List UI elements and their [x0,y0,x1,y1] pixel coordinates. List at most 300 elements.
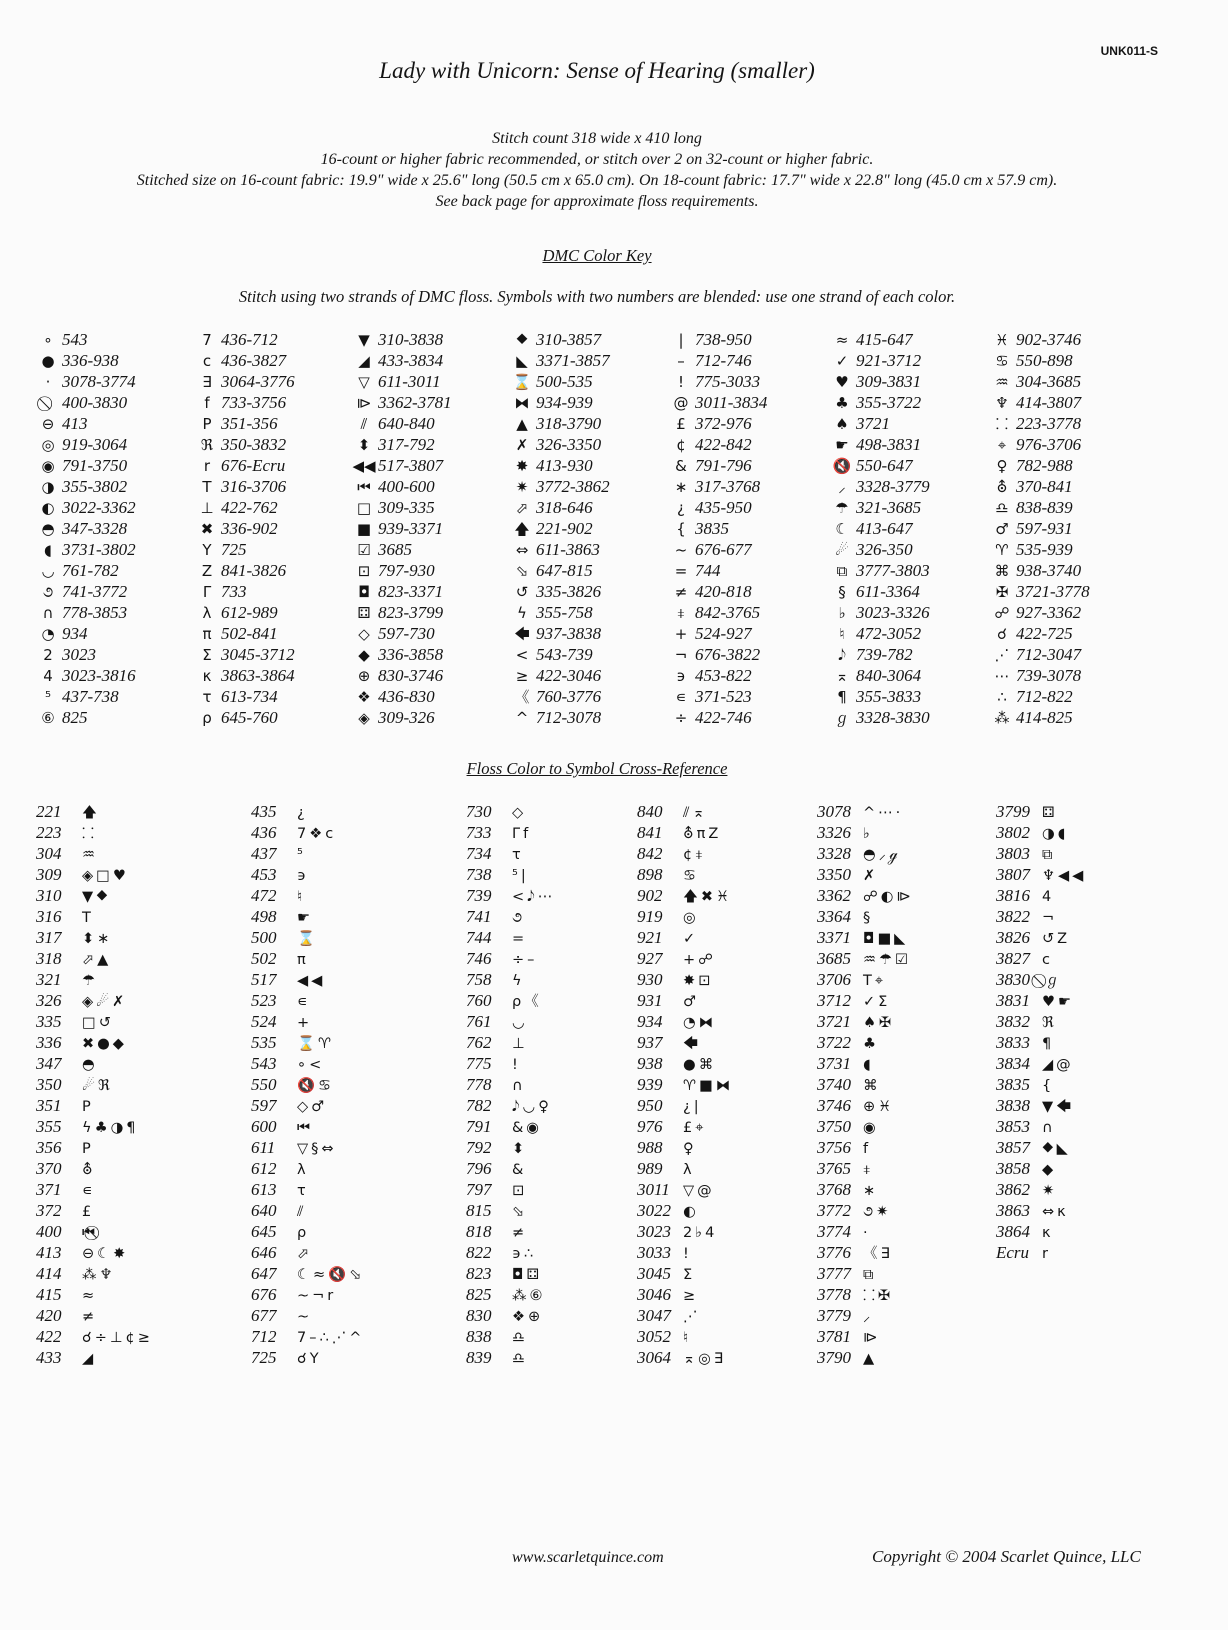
stitch-symbol: ⯁ [515,331,528,349]
stitch-symbol: ρ [202,709,212,727]
symbol-list: 《∃ [863,1246,893,1262]
symbol-list: ☂ [82,973,98,989]
xref-row [466,1305,636,1326]
floss-number: 761-782 [62,561,119,580]
key-row [193,581,353,602]
xref-row [996,822,1166,843]
symbol-list: c [1042,952,1053,968]
floss-number: 3777-3803 [856,561,930,580]
stitch-symbol: ⊡ [357,562,371,580]
stitch-symbol: ▼ [358,331,370,349]
symbol-list: ∘< [297,1057,325,1073]
symbol-list: ◇♂ [297,1099,328,1115]
xref-row [996,864,1166,885]
symbol-list: & [512,1162,527,1178]
symbol-list: 🡅 [82,805,100,821]
floss-color-number: 435 [251,802,277,821]
symbol-list: £⌖ [683,1120,707,1136]
floss-number: 436-3827 [221,351,287,370]
symbol-list: ♭ [863,826,873,842]
xref-row [996,1137,1166,1158]
floss-number: 938-3740 [1016,561,1082,580]
floss-number: 400-3830 [62,393,128,412]
xref-row [817,1137,987,1158]
floss-color-number: 676 [251,1285,277,1304]
key-row [350,581,510,602]
key-row [34,329,194,350]
xref-row [817,1074,987,1095]
stitch-symbol: ✓ [835,352,849,370]
key-row [34,665,194,686]
symbol-list: r [1042,1246,1051,1262]
stitch-symbol: ♎ [995,499,1009,517]
xref-row [36,822,206,843]
floss-color-number: 422 [36,1327,62,1346]
xref-row [466,1116,636,1137]
floss-color-number: 938 [637,1054,663,1073]
symbol-list: ∩ [1042,1120,1056,1136]
symbol-list: ✸⊡ [683,973,714,989]
xref-row [637,1326,807,1347]
symbol-list: ૭ [512,910,526,926]
xref-row [466,1137,636,1158]
floss-number: 543-739 [536,645,593,664]
key-row [667,350,827,371]
floss-color-number: 400 [36,1222,62,1241]
floss-number: 611-3863 [536,540,600,559]
stitch-symbol: ⊥ [200,499,214,517]
symbol-list: □↺ [82,1015,114,1031]
floss-number: 676-Ecru [221,456,286,475]
stitch-symbol: ∃ [202,373,212,391]
stitch-symbol: ♥ [835,373,849,391]
key-row [350,707,510,728]
xref-row [466,801,636,822]
floss-color-number: 335 [36,1012,62,1031]
xref-row [36,1326,206,1347]
stitch-symbol: ⧐ [356,394,372,412]
symbol-list: ☾≈🔇⬂ [297,1267,365,1283]
floss-color-number: 3023 [637,1222,671,1241]
stitch-symbol: ♈ [995,541,1009,559]
key-row [828,560,988,581]
key-row [350,392,510,413]
symbol-list: ◉ [863,1120,879,1136]
xref-row [637,1032,807,1053]
symbol-list: ⸬ [82,826,98,842]
key-row [350,518,510,539]
stitch-symbol: ◇ [358,625,370,643]
floss-number: 413-930 [536,456,593,475]
symbol-list: ◖ [863,1057,874,1073]
xref-row [251,843,421,864]
key-row [34,371,194,392]
xref-row [251,1305,421,1326]
symbol-list: ♥☛ [1042,994,1074,1010]
stitch-symbol: ⏮ [357,478,371,496]
xref-row [251,969,421,990]
symbol-list: ♀ [683,1141,697,1157]
xref-row [251,927,421,948]
symbol-list: T [82,910,94,926]
xref-row [36,801,206,822]
symbol-list: ૭✷ [863,1204,892,1220]
symbol-list: ¿ [297,805,308,821]
xref-row [996,843,1166,864]
symbol-list: ! [683,1246,692,1262]
stitch-symbol: ϶ [676,667,686,685]
stitch-symbol: λ [202,604,212,622]
key-row [667,371,827,392]
floss-color-number: 613 [251,1180,277,1199]
xref-row [251,1074,421,1095]
key-row [828,497,988,518]
stitch-symbol: 🔇 [832,457,852,475]
xref-row [466,1074,636,1095]
floss-number: 3328-3779 [856,477,930,496]
symbol-list: Σ [683,1267,696,1283]
floss-number: 739-3078 [1016,666,1082,685]
key-row [828,434,988,455]
floss-color-number: 733 [466,823,492,842]
symbol-list: ⛢ [82,1162,96,1178]
floss-number: 436-830 [378,687,435,706]
symbol-list: ⌅◎∃ [683,1351,726,1367]
xref-row [637,1179,807,1200]
floss-color-number: 321 [36,970,62,989]
key-row [988,455,1148,476]
symbol-list: ^⋯· [863,805,904,821]
floss-number: 355-3802 [62,477,128,496]
xref-row [637,1137,807,1158]
floss-color-number: 761 [466,1012,492,1031]
stitch-symbol: ☑ [357,541,371,559]
floss-color-number: 830 [466,1306,492,1325]
stitch-symbol: c [202,352,212,370]
key-row [508,434,668,455]
symbol-list: 🡄 [683,1036,701,1052]
floss-number: 3721 [856,414,890,433]
floss-number: 310-3857 [536,330,602,349]
symbol-list: ⁂♆ [82,1267,116,1283]
xref-row [996,885,1166,906]
floss-number: 336-938 [62,351,119,370]
symbol-list: 𝅘𝅥𝅮◡♀ [512,1099,552,1115]
xref-row [466,1221,636,1242]
floss-color-number: 535 [251,1033,277,1052]
xref-row [36,1200,206,1221]
floss-color-number: Ecru [996,1243,1030,1262]
xref-row [251,1284,421,1305]
floss-number: 611-3011 [378,372,441,391]
floss-color-number: 370 [36,1159,62,1178]
stitch-symbol: ♂ [995,520,1009,538]
floss-number: 350-3832 [221,435,287,454]
floss-number: 3023-3816 [62,666,136,685]
key-column [350,329,510,728]
floss-color-number: 371 [36,1180,62,1199]
xref-row [817,948,987,969]
symbol-list: ◔⧓ [683,1015,717,1031]
floss-number: 223-3778 [1016,414,1082,433]
floss-number: 738-950 [695,330,752,349]
floss-color-number: 3803 [996,844,1030,863]
key-row [34,644,194,665]
floss-number: 791-796 [695,456,752,475]
xref-row [817,885,987,906]
stitch-symbol: + [674,625,688,643]
symbol-list: ✗ [863,868,879,884]
stitch-symbol: ♠ [835,415,849,433]
floss-number: 712-3078 [536,708,602,727]
stitch-symbol: ✖ [200,520,214,538]
stitch-symbol: ❖ [357,688,371,706]
floss-number: 3835 [695,519,729,538]
key-row [193,644,353,665]
xref-row [466,1284,636,1305]
floss-number: 712-822 [1016,687,1073,706]
key-row [667,581,827,602]
floss-number: 321-3685 [856,498,922,517]
key-row [34,623,194,644]
symbol-list: ◈☄✗ [82,994,128,1010]
xref-row [996,1158,1166,1179]
floss-color-number: 3835 [996,1075,1030,1094]
key-row [988,686,1148,707]
key-row [350,644,510,665]
key-row [828,476,988,497]
floss-color-number: 524 [251,1012,277,1031]
symbol-list: ⊖☾✸ [82,1246,129,1262]
floss-color-number: 356 [36,1138,62,1157]
symbol-list: ☍◐⧐ [863,889,914,905]
xref-row [637,843,807,864]
floss-number: 372-976 [695,414,752,433]
stitch-symbol: 🡅 [514,520,530,538]
symbol-list: ϟ [512,973,525,989]
stitch-symbol: ☂ [835,499,849,517]
key-row [508,560,668,581]
floss-number: 413-647 [856,519,913,538]
floss-number: 370-841 [1016,477,1073,496]
xref-row [637,864,807,885]
floss-number: 927-3362 [1016,603,1082,622]
floss-color-number: 927 [637,949,663,968]
floss-color-number: 472 [251,886,277,905]
stitch-symbol: ⊕ [357,667,371,685]
symbol-list: ⁵ [297,847,306,863]
stitch-symbol: ⊖ [41,415,55,433]
stitch-symbol: ✸ [515,457,529,475]
symbol-list: £ [82,1204,95,1220]
key-row [667,665,827,686]
key-row [828,518,988,539]
symbol-list: ⌛♈ [297,1036,335,1052]
xref-row [996,1200,1166,1221]
symbol-list: τ [512,847,524,863]
key-row [508,644,668,665]
stitch-symbol: ⌅ [835,667,849,685]
floss-color-number: 738 [466,865,492,884]
xref-row [251,1242,421,1263]
xref-column [36,801,206,1368]
xref-row [36,1263,206,1284]
symbol-list: ⬍ [512,1141,528,1157]
symbol-list: ⯁◣ [1042,1141,1071,1157]
stitch-symbol: ⬂ [515,562,529,580]
symbol-list: ℜ [1042,1015,1057,1031]
xref-row [251,1158,421,1179]
floss-number: 3362-3781 [378,393,452,412]
symbol-list: ▼⯁ [82,889,111,905]
key-row [193,518,353,539]
floss-color-number: 3722 [817,1033,851,1052]
floss-number: 502-841 [221,624,278,643]
floss-number: 842-3765 [695,603,761,622]
floss-color-number: 543 [251,1054,277,1073]
xref-row [251,801,421,822]
stitch-symbol: Γ [202,583,212,601]
symbol-list: ◓⸝ℊ [863,847,901,863]
floss-number: 775-3033 [695,372,761,391]
stitch-symbol: ! [677,373,684,391]
stitch-symbol: @ [673,394,689,412]
stitch-symbol: 🡄 [514,625,530,643]
floss-number: 355-3833 [856,687,922,706]
symbol-list: ⬀ [297,1246,313,1262]
floss-color-number: 502 [251,949,277,968]
floss-number: 422-725 [1016,624,1073,643]
xref-row [637,822,807,843]
floss-number: 3731-3802 [62,540,136,559]
key-row [988,350,1148,371]
floss-color-number: 3853 [996,1117,1030,1136]
xref-row [466,1242,636,1263]
xref-row [996,1221,1166,1242]
xref-row [251,948,421,969]
xref-column [996,801,1166,1263]
floss-number: 647-815 [536,561,593,580]
key-row [193,371,353,392]
key-row [34,476,194,497]
symbol-list: ∊ [82,1183,96,1199]
floss-number: 791-3750 [62,456,128,475]
floss-number: 712-746 [695,351,752,370]
floss-number: 355-758 [536,603,593,622]
xref-row [637,1347,807,1368]
symbol-list: τ [297,1183,309,1199]
stitch-symbol: ⌘ [994,562,1010,580]
symbol-list: ♂ [683,994,699,1010]
stitch-symbol: r [203,457,211,475]
xref-row [36,1095,206,1116]
xref-row [996,1179,1166,1200]
stitch-symbol: ⧧ [677,604,685,622]
floss-number: 326-3350 [536,435,602,454]
xref-row [36,927,206,948]
symbol-list: ⸝ [863,1309,874,1325]
stitch-symbol: τ [202,688,212,706]
floss-color-number: 898 [637,865,663,884]
floss-color-number: 976 [637,1117,663,1136]
stitch-symbol: ⁵ [44,688,51,706]
symbol-list: P [82,1099,94,1115]
symbol-list: ⧉ [863,1267,877,1283]
xref-row [36,1305,206,1326]
symbol-list: ∊ [297,994,311,1010]
color-key-instructions: Stitch using two strands of DMC floss. Symbols with two numbers are blended: use one strand of each color. [238,287,956,306]
xref-row [466,1200,636,1221]
website-url[interactable]: www.scarletquince.com [512,1549,664,1566]
floss-color-number: 822 [466,1243,492,1262]
stitch-symbol: 《 [514,688,530,706]
key-row [988,665,1148,686]
symbol-list: ↺Z [1042,931,1071,947]
key-row [828,455,988,476]
key-row [667,686,827,707]
key-row [508,497,668,518]
symbol-list: ◢@ [1042,1057,1074,1073]
symbol-list: Γf [512,826,532,842]
symbol-list: ~¬r [297,1288,337,1304]
xref-row [251,1221,421,1242]
xref-row [817,1263,987,1284]
floss-color-number: 350 [36,1075,62,1094]
xref-row [251,864,421,885]
stitch-symbol: ≥ [515,667,529,685]
stitch-symbol: ◔ [41,625,55,643]
floss-color-number: 3830 [996,970,1030,989]
symbol-list: ∩ [512,1078,526,1094]
symbol-list: 🔇♋ [297,1078,335,1094]
symbol-list: f [863,1141,872,1157]
symbol-list: ¶ [1042,1036,1055,1052]
floss-number: 934 [62,624,88,643]
stitch-symbol: ⌛ [512,373,532,391]
stitch-symbol: ϟ [517,604,527,622]
stitch-symbol: ≈ [835,331,849,349]
symbol-list: ⫽⌅ [683,805,708,821]
floss-color-number: 3022 [637,1201,671,1220]
xref-row [466,843,636,864]
xref-row [466,1032,636,1053]
key-row [667,434,827,455]
symbol-list: 4 [1042,889,1055,905]
xref-row [637,1263,807,1284]
floss-color-number: 3706 [817,970,851,989]
key-row [350,371,510,392]
xref-row [36,1242,206,1263]
key-row [350,665,510,686]
symbol-list: ϶ [297,868,309,884]
key-row [988,371,1148,392]
xref-row [637,1221,807,1242]
symbol-list: ▼🡄 [1042,1099,1075,1115]
stitch-symbol: f [204,394,210,412]
floss-color-number: 3371 [817,928,851,947]
key-row [988,602,1148,623]
xref-row [36,990,206,1011]
floss-number: 326-350 [856,540,913,559]
floss-number: 435-950 [695,498,752,517]
symbol-list: ◘⚃ [512,1267,543,1283]
stitch-symbol: ≠ [674,583,688,601]
xref-row [637,906,807,927]
xref-row [817,1179,987,1200]
symbol-list: ⏮ [297,1120,314,1136]
stitch-symbol: ⌖ [997,436,1007,454]
copyright-notice: Copyright © 2004 Scarlet Quince, LLC [872,1547,1141,1566]
